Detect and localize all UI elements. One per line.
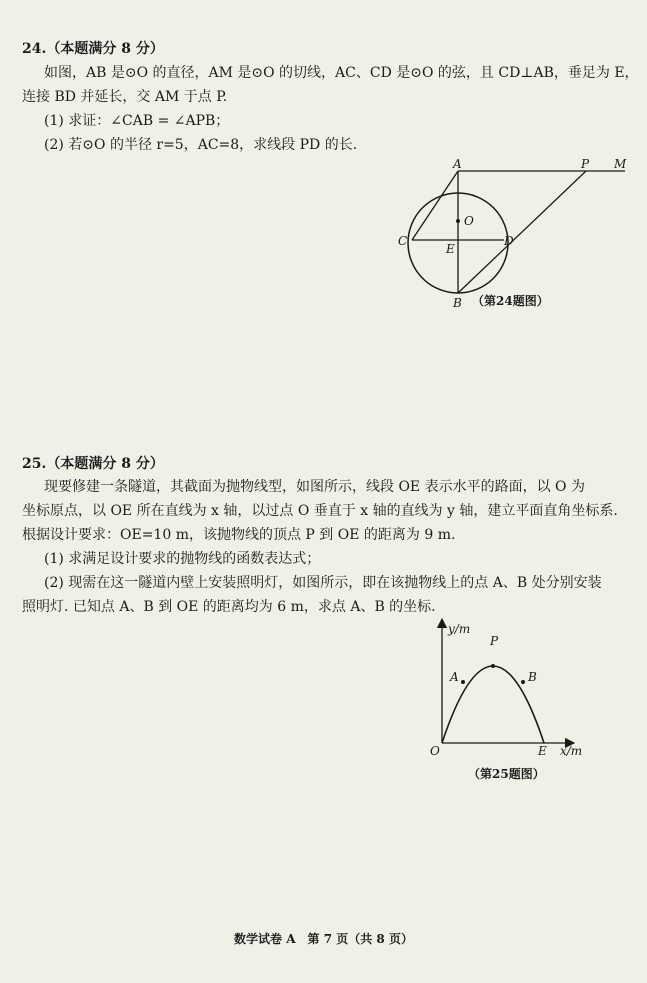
q25-part1: (1) 求满足设计要求的抛物线的函数表达式； bbox=[44, 551, 321, 567]
q24-text-line1: 如图，AB 是⊙O 的直径，AM 是⊙O 的切线，AC、CD 是⊙O 的弦，且 CD⊥AB，垂足为 E， bbox=[44, 65, 639, 81]
q25-figure-caption: （第25题图） bbox=[468, 767, 545, 781]
label-e: E bbox=[538, 744, 547, 758]
label-a: A bbox=[450, 670, 459, 684]
q25-part2-line1: (2) 现需在这一隧道内壁上安装照明灯，如图所示，即在该抛物线上的点 A、B 处分别安装 bbox=[44, 575, 602, 591]
label-c: C bbox=[398, 234, 408, 248]
q25-figure bbox=[420, 615, 600, 765]
q25-text-line2: 坐标原点，以 OE 所在直线为 x 轴，以过点 O 垂直于 x 轴的直线为 y 轴，建立平面直角坐标系. bbox=[22, 503, 618, 519]
label-e: E bbox=[446, 242, 455, 256]
q24-header: 24.（本题满分 8 分） bbox=[22, 41, 164, 57]
q24-figure-caption: （第24题图） bbox=[472, 294, 549, 308]
chord-ac bbox=[412, 171, 458, 240]
point-b bbox=[521, 680, 525, 684]
q24-part2: (2) 若⊙O 的半径 r=5，AC=8，求线段 PD 的长. bbox=[44, 137, 358, 153]
q24-text-line2: 连接 BD 并延长，交 AM 于点 P. bbox=[22, 89, 228, 105]
label-p: P bbox=[490, 634, 499, 648]
q25-header: 25.（本题满分 8 分） bbox=[22, 456, 164, 472]
q24-figure bbox=[390, 155, 640, 315]
line-bp bbox=[458, 171, 586, 293]
label-o: O bbox=[464, 214, 474, 228]
point-a bbox=[461, 680, 465, 684]
q24-part1: (1) 求证：∠CAB = ∠APB； bbox=[44, 113, 230, 129]
label-y-axis: y/m bbox=[448, 622, 471, 636]
label-d: D bbox=[504, 234, 514, 248]
label-origin: O bbox=[430, 744, 440, 758]
label-p: P bbox=[581, 157, 590, 171]
label-a: A bbox=[453, 157, 462, 171]
label-x-axis: x/m bbox=[560, 744, 583, 758]
page-footer: 数学试卷 A 第 7 页（共 8 页） bbox=[234, 932, 413, 946]
label-b: B bbox=[528, 670, 537, 684]
q25-part2-line2: 照明灯. 已知点 A、B 到 OE 的距离均为 6 m，求点 A、B 的坐标. bbox=[22, 599, 436, 615]
label-m: M bbox=[614, 157, 627, 171]
q25-text-line1: 现要修建一条隧道，其截面为抛物线型，如图所示，线段 OE 表示水平的路面，以 O 为 bbox=[44, 479, 585, 495]
point-p bbox=[491, 664, 495, 668]
label-b: B bbox=[453, 296, 462, 310]
center-o-dot bbox=[456, 219, 460, 223]
q25-text-line3: 根据设计要求：OE=10 m，该抛物线的顶点 P 到 OE 的距离为 9 m. bbox=[22, 527, 456, 543]
